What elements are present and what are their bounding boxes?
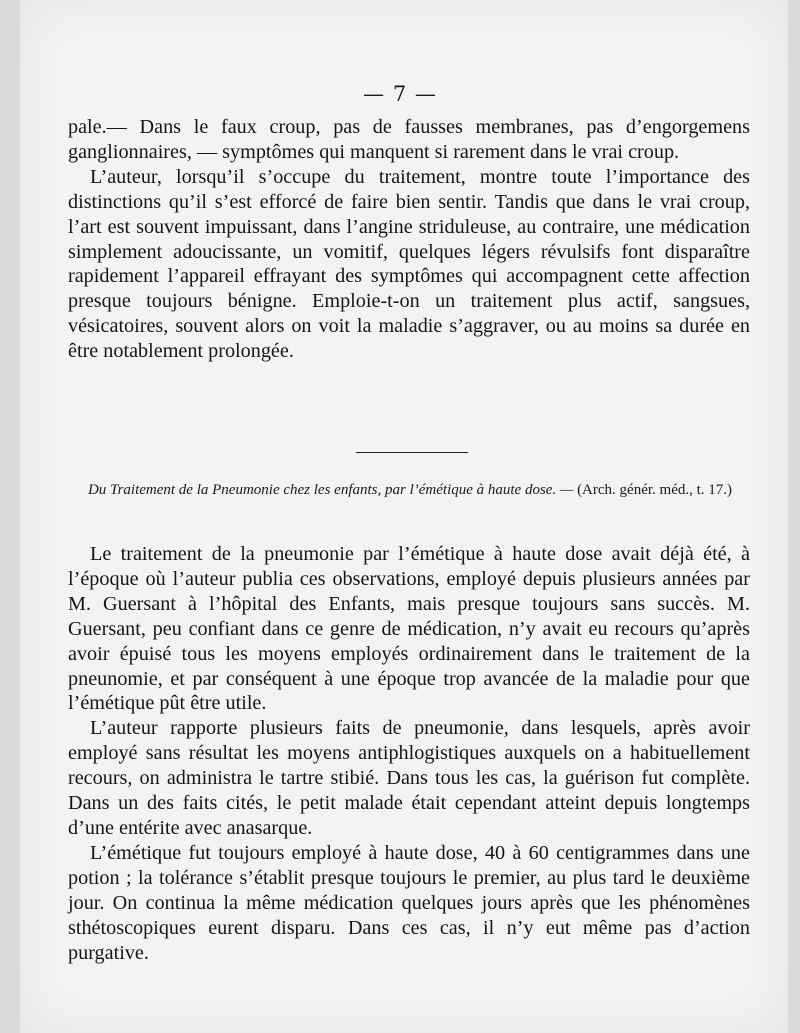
- article-citation: (Arch. génér. méd., t. 17.): [577, 482, 733, 498]
- text-block-bottom: [68, 542, 750, 965]
- article-title: Du Traitement de la Pneumonie chez les enfants, par l’émétique à haute dose. —: [87, 482, 574, 498]
- article-heading: [60, 479, 760, 502]
- section-divider: [356, 452, 468, 453]
- paragraph: L’émétique fut toujours employé à haute dose, 40 à 60 centigrammes dans une potion ; la tolérance s’établit presque toujours le premier, au plus tard le deuxième jour. On continua la même médication quelques jours après que les phénomènes sthétoscopiques eurent disparu. Dans ces cas, il n’y eut même pas d’action purgative.: [68, 841, 750, 964]
- paragraph: pale.— Dans le faux croup, pas de fausses membranes, pas d’engorgemens ganglionnaires, — symptômes qui manquent si rarement dans le vrai croup.: [68, 116, 750, 163]
- page-number: — 7 —: [363, 82, 437, 106]
- paragraph: Le traitement de la pneumonie par l’émétique à haute dose avait déjà été, à l’époque où l’auteur publia ces observations, employé depuis plusieurs années par M. Guersant à l’hôpital des Enfants, mais presque toujours sans succès. M. Guersant, peu confiant dans ce genre de médication, n’y avait eu recours qu’après avoir épuisé tous les moyens employés ordinairement dans le traitement de la pneunomie, et par conséquent à une époque trop avancée de la maladie pour que l’émétique pût être utile.: [68, 543, 750, 715]
- text-block-top: [68, 115, 750, 364]
- paragraph: L’auteur rapporte plusieurs faits de pneumonie, dans lesquels, après avoir employé sans résultat les moyens antiphlogistiques auxquels on a habituellement recours, on administra le tartre stibié. Dans tous les cas, la guérison fut complète. Dans un des faits cités, le petit malade était cependant atteint depuis longtemps d’une entérite avec anasarque.: [68, 717, 750, 839]
- paragraph: L’auteur, lorsqu’il s’occupe du traitement, montre toute l’importance des distinctions qu’il s’est efforcé de faire bien sentir. Tandis que dans le vrai croup, l’art est souvent impuissant, dans l’angine striduleuse, au contraire, une médication simplement adoucissante, un vomitif, quelques légers révulsifs font disparaître rapidement l’appareil effrayant des symptômes qui accompagnent cette affection presque toujours bénigne. Emploie-t-on un traitement plus actif, sangsues, vésicatoires, souvent alors on voit la maladie s’aggraver, ou au moins sa durée en être notablement prolongée.: [68, 165, 750, 363]
